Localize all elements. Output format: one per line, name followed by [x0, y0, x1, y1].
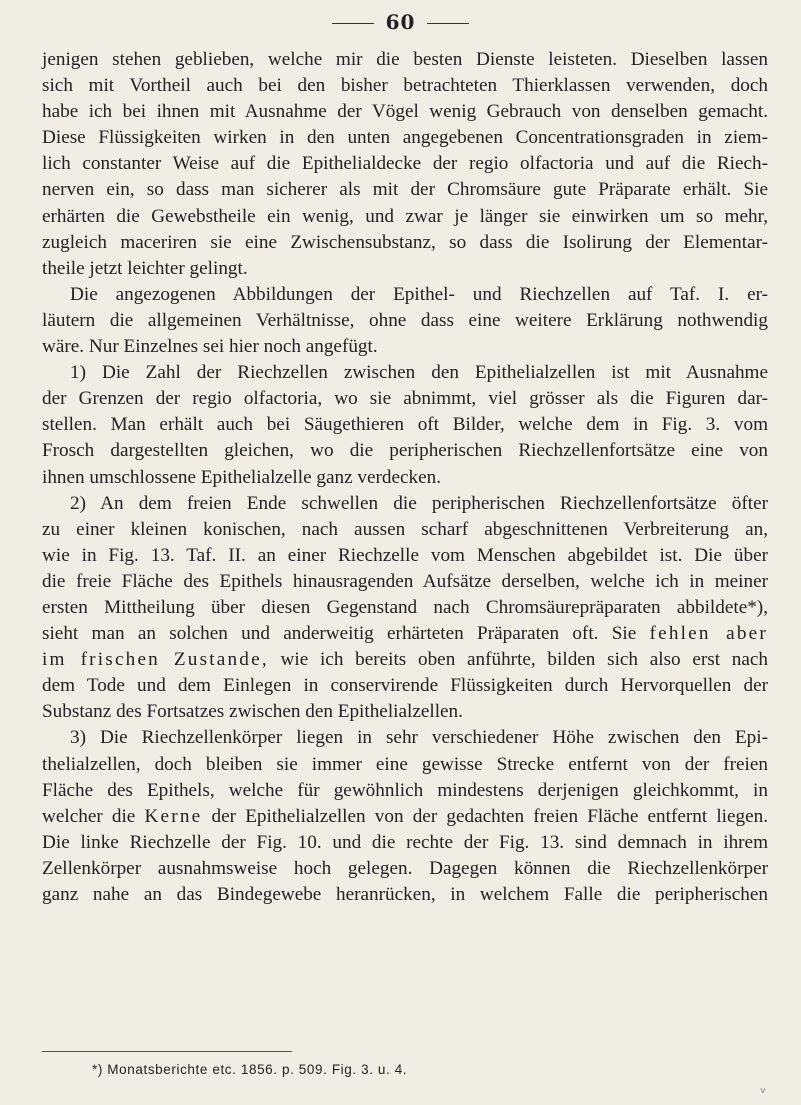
emphasized-text: fehlen aber — [649, 623, 768, 645]
text-line: habe ich bei ihnen mit Ausnahme der Vögel wenig Gebrauch von denselben gemacht. — [42, 101, 768, 123]
text-line: sich mit Vortheil auch bei den bisher betrachteten Thierklassen verwenden, doch — [42, 75, 768, 97]
text-segment: der Epithelialzellen von der gedachten freien Fläche entfernt liegen. — [211, 805, 769, 827]
page-header — [0, 10, 801, 34]
text-line: zu einer kleinen konischen, nach aussen scharf abgeschnittenen Verbreiterung an, — [42, 518, 768, 540]
scan-mark: ˅ — [760, 1086, 766, 1097]
text-segment: welcher die — [42, 805, 136, 827]
footnote-rule — [42, 1051, 292, 1052]
text-line: jenigen stehen geblieben, welche mir die besten Dienste leisteten. Dieselben lassen — [42, 49, 768, 70]
text-line: lich constanter Weise auf die Epithelialdecke der regio olfactoria und auf die Riech- — [42, 153, 768, 175]
footnote: *) Monatsberichte etc. 1856. p. 509. Fig. 3. u. 4. — [92, 1062, 408, 1077]
text-line: ganz nahe an das Bindegewebe heranrücken, in welchem Falle die peripherischen — [42, 884, 768, 905]
text-line: Zellenkörper ausnahmsweise hoch gelegen. Dagegen können die Riechzellenkörper — [42, 857, 768, 879]
text-line: wie in Fig. 13. Taf. II. an einer Riechzelle vom Menschen abgebildet ist. Die über — [42, 544, 768, 566]
emphasized-text: Kerne — [144, 805, 203, 827]
text-line: dem Tode und dem Einlegen in conservirende Flüssigkeiten durch Hervorquellen der — [42, 675, 768, 697]
text-line: zugleich maceriren sie eine Zwischensubstanz, so dass die Isolirung der Elementar- — [42, 231, 768, 253]
text-line-mixed — [42, 621, 768, 647]
text-segment: wie ich bereits oben anführte, bilden sich also erst nach — [280, 649, 768, 671]
text-line: Fläche des Epithels, welche für gewöhnlich mindestens derjenigen gleichkommt, in — [42, 779, 768, 801]
text-line: 2) An dem freien Ende schwellen die peripherischen Riechzellenfortsätze öfter — [70, 492, 768, 514]
text-line: ersten Mittheilung über diesen Gegenstand nach Chromsäurepräparaten abbildete*), — [42, 596, 768, 618]
text-line: 1) Die Zahl der Riechzellen zwischen den Epithelialzellen ist mit Ausnahme — [70, 362, 768, 384]
text-line: 3) Die Riechzellenkörper liegen in sehr verschiedener Höhe zwischen den Epi- — [70, 727, 768, 749]
text-line: stellen. Man erhält auch bei Säugethieren oft Bilder, welche dem in Fig. 3. vom — [42, 414, 768, 436]
text-line: Substanz des Fortsatzes zwischen den Epithelialzellen. — [42, 701, 463, 723]
text-line: ihnen umschlossene Epithelialzelle ganz verdecken. — [42, 466, 442, 488]
text-line: nerven ein, so dass man sicherer als mit der Chromsäure gute Präparate erhält. Sie — [42, 179, 768, 201]
text-line: Die linke Riechzelle der Fig. 10. und die rechte der Fig. 13. sind demnach in ihrem — [42, 831, 768, 853]
text-segment: sieht man an solchen und anderweitig erhärteten Präparaten oft. Sie — [42, 623, 637, 645]
text-line: erhärten die Gewebstheile ein wenig, und zwar je länger sie einwirken um so mehr, — [42, 205, 768, 227]
text-line: die freie Fläche des Epithels hinausragenden Aufsätze derselben, welche ich in meiner — [42, 570, 768, 592]
header-rule-right — [427, 23, 469, 24]
emphasized-text: im frischen Zustande, — [42, 649, 269, 671]
text-line: thelialzellen, doch bleiben sie immer eine gewisse Strecke entfernt von der freien — [42, 753, 768, 775]
body-text — [42, 47, 768, 908]
text-line: läutern die allgemeinen Verhältnisse, ohne dass eine weitere Erklärung nothwendig — [42, 309, 768, 331]
text-line: wäre. Nur Einzelnes sei hier noch angefügt. — [42, 336, 378, 358]
text-line-mixed — [42, 804, 768, 830]
page-number: 60 — [385, 10, 416, 34]
text-line: theile jetzt leichter gelingt. — [42, 257, 248, 279]
text-line-mixed — [42, 647, 768, 673]
text-line: Diese Flüssigkeiten wirken in den unten angegebenen Concentrationsgraden in ziem- — [42, 127, 768, 149]
text-line: Die angezogenen Abbildungen der Epithel- und Riechzellen auf Taf. I. er- — [70, 283, 768, 305]
text-line: Frosch dargestellten gleichen, wo die peripherischen Riechzellenfortsätze eine von — [42, 440, 768, 462]
header-rule-left — [332, 23, 374, 24]
text-line: der Grenzen der regio olfactoria, wo sie abnimmt, viel grösser als die Figuren dar- — [42, 388, 768, 410]
